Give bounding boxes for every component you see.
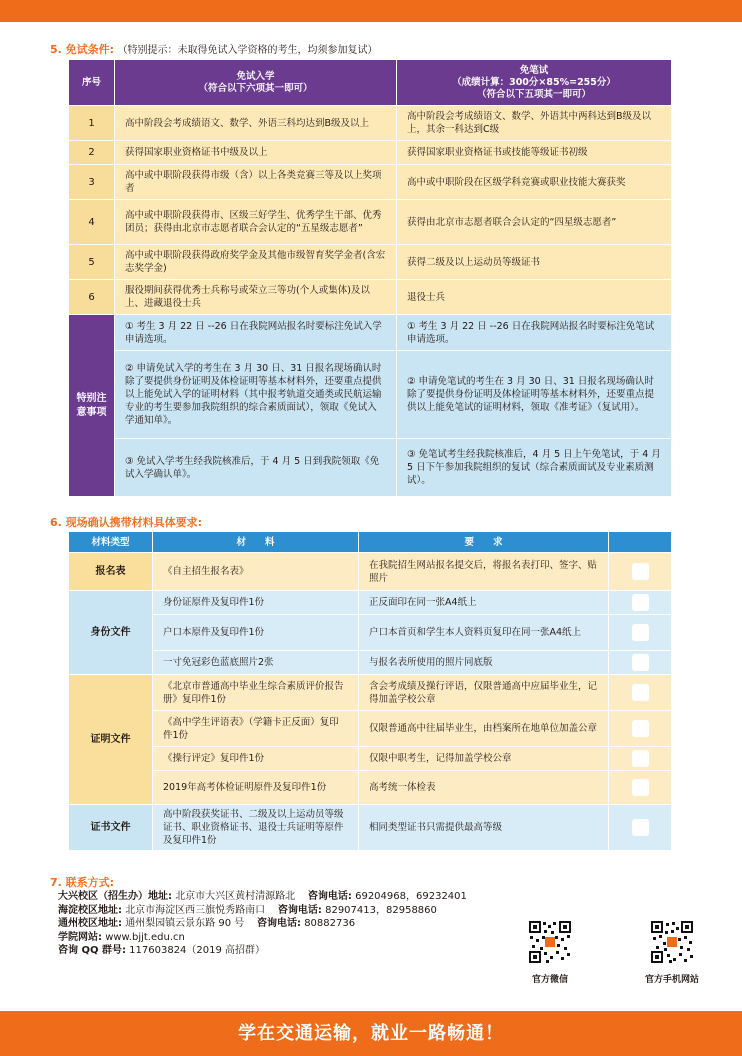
special-entry-note: ② 申请免试入学的考生在 3 月 30 日、31 日报名现场确认时除了要提供身份证明及体检证明等基本材料外，还要重点提供以上能免试入学的证明材料（其中报考轨道交通类或民航运输专业的考生要参加我院组织的综合素质面试），领取《免试入学通知单》。 xyxy=(115,351,397,439)
contact-line xyxy=(58,904,528,918)
check-cell xyxy=(609,675,672,711)
header-exempt-written xyxy=(397,60,672,106)
requirement-cell: 含会考成绩及操行评语，仅限普通高中应届毕业生，记得加盖学校公章 xyxy=(359,675,609,711)
material-type-cell: 证明文件 xyxy=(69,675,153,805)
phone-value: 80882736 xyxy=(304,918,356,929)
footer-slogan: 学在交通运输，就业一路畅通！ xyxy=(0,1011,742,1056)
material-cell: 《高中学生评语表》（学籍卡正反面）复印件1份 xyxy=(153,711,359,747)
materials-table xyxy=(68,531,672,851)
requirement-cell: 在我院招生网站报名提交后，将报名表打印、签字、贴照片 xyxy=(359,553,609,591)
table-row xyxy=(69,245,672,280)
contact-value: 北京市大兴区黄村清源路北 xyxy=(175,891,296,902)
special-row xyxy=(69,315,672,351)
header-material-type: 材料类型 xyxy=(69,532,153,553)
row-exempt-entry: 高中或中职阶段获得政府奖学金及其他市级智育奖学金者(含宏志奖学金) xyxy=(115,245,397,280)
row-exempt-entry: 获得国家职业资格证书中级及以上 xyxy=(115,141,397,165)
contact-line xyxy=(58,917,528,931)
row-exempt-written: 获得二级及以上运动员等级证书 xyxy=(397,245,672,280)
row-seq: 1 xyxy=(69,106,115,141)
contact-label: 学院网站: xyxy=(58,931,102,943)
wechat-qr-code[interactable] xyxy=(528,920,572,964)
material-cell: 高中阶段获奖证书、二级及以上运动员等级证书、职业资格证书、退役士兵证明等原件及复印件1份 xyxy=(153,805,359,851)
check-cell xyxy=(609,805,672,851)
checkbox[interactable] xyxy=(632,779,649,796)
table-row xyxy=(69,711,672,747)
header-exempt-written-calc: （成绩计算：300分×85%=255分） xyxy=(452,76,616,88)
checkbox[interactable] xyxy=(632,684,649,701)
contact-value: 北京市海淀区西三旗悦秀路南口 xyxy=(125,904,266,916)
contact-label: 咨询 QQ 群号: xyxy=(58,945,126,956)
row-exempt-written: 获得国家职业资格证书或技能等级证书初级 xyxy=(397,141,672,165)
checkbox[interactable] xyxy=(632,594,649,611)
header-exempt-written-title: 免笔试 xyxy=(519,64,549,76)
special-entry-note: ③ 免试入学考生经我院核准后，于 4 月 5 日到我院领取《免试入学确认单》。 xyxy=(115,439,397,497)
checkbox[interactable] xyxy=(632,720,649,737)
section6-heading: 6. 现场确认携带材料具体要求: xyxy=(50,516,203,529)
check-cell xyxy=(609,771,672,805)
table-row xyxy=(69,165,672,200)
material-cell: 《自主招生报名表》 xyxy=(153,553,359,591)
requirement-cell: 仅限中职考生，记得加盖学校公章 xyxy=(359,747,609,771)
row-exempt-written: 获得由北京市志愿者联合会认定的“四星级志愿者” xyxy=(397,200,672,245)
top-banner xyxy=(0,0,742,22)
table-row xyxy=(69,106,672,141)
exemption-table xyxy=(68,59,672,497)
material-type-cell: 证书文件 xyxy=(69,805,153,851)
material-cell: 一寸免冠彩色蓝底照片2张 xyxy=(153,651,359,675)
phone-label: 咨询电话: xyxy=(307,891,352,902)
row-seq: 4 xyxy=(69,200,115,245)
special-row xyxy=(69,351,672,439)
table-row xyxy=(69,805,672,851)
table-row xyxy=(69,553,672,591)
special-written-note: ③ 免笔试考生经我院核准后，4 月 5 日上午免笔试，于 4 月 5 日下午参加我院组织的复试（综合素质面试及专业素质测试）。 xyxy=(397,439,672,497)
header-exempt-entry-sub: （符合以下六项其一即可） xyxy=(198,82,313,94)
requirement-cell: 高考统一体检表 xyxy=(359,771,609,805)
requirement-cell: 户口本首页和学生本人资料页复印在同一张A4纸上 xyxy=(359,615,609,651)
checkbox[interactable] xyxy=(632,819,649,836)
header-seq: 序号 xyxy=(69,60,115,106)
section7-heading: 7. 联系方式: xyxy=(50,876,115,889)
special-entry-note: ① 考生 3 月 22 日 --26 日在我院网站报名时要标注免试入学申请选项。 xyxy=(115,315,397,351)
requirement-cell: 与报名表所使用的照片同底版 xyxy=(359,651,609,675)
section6-title xyxy=(50,514,202,530)
wechat-qr-label: 官方微信 xyxy=(531,975,568,985)
contact-line xyxy=(58,890,528,904)
header-exempt-entry xyxy=(115,60,397,106)
material-cell: 身份证原件及复印件1份 xyxy=(153,591,359,615)
row-exempt-entry: 高中或中职阶段获得市、区级三好学生、优秀学生干部、优秀团员；获得由北京市志愿者联合会认定的“五星级志愿者” xyxy=(115,200,397,245)
check-cell xyxy=(609,591,672,615)
table-row xyxy=(69,591,672,615)
table-row xyxy=(69,675,672,711)
row-exempt-written: 高中或中职阶段在区级学科竞赛或职业技能大赛获奖 xyxy=(397,165,672,200)
section5-title xyxy=(50,41,378,57)
section5-note: （特别提示：未取得免试入学资格的考生，均须参加复试） xyxy=(117,45,378,56)
phone-value: 82907413，82958860 xyxy=(325,904,437,916)
check-cell xyxy=(609,747,672,771)
phone-label: 咨询电话: xyxy=(257,918,301,929)
contact-value: 通州梨园镇云景东路 90 号 xyxy=(125,918,245,929)
table-row xyxy=(69,280,672,315)
contact-label: 通州校区地址: xyxy=(58,918,122,929)
material-cell: 2019年高考体检证明原件及复印件1份 xyxy=(153,771,359,805)
requirement-cell: 正反面印在同一张A4纸上 xyxy=(359,591,609,615)
special-written-note: ① 考生 3 月 22 日 --26 日在我院网站报名时要标注免笔试申请选项。 xyxy=(397,315,672,351)
material-cell: 户口本原件及复印件1份 xyxy=(153,615,359,651)
row-exempt-entry: 高中或中职阶段获得市级（含）以上各类竞赛三等及以上奖项者 xyxy=(115,165,397,200)
check-cell xyxy=(609,711,672,747)
special-row xyxy=(69,439,672,497)
mobile-site-qr-code[interactable] xyxy=(650,920,694,964)
contact-line xyxy=(58,931,528,945)
contact-info xyxy=(58,890,528,958)
row-exempt-written: 退役士兵 xyxy=(397,280,672,315)
header-requirement: 要 求 xyxy=(359,532,609,553)
contact-value: 117603824（2019 高招群） xyxy=(129,945,266,956)
row-exempt-written: 高中阶段会考成绩语文、数学、外语其中两科达到B级及以上，其余一科达到C级 xyxy=(397,106,672,141)
requirement-cell: 仅限普通高中往届毕业生，由档案所在地单位加盖公章 xyxy=(359,711,609,747)
phone-value: 69204968，69232401 xyxy=(355,891,467,902)
header-exempt-written-sub: （符合以下五项其一即可） xyxy=(476,88,591,100)
section5-heading: 5. 免试条件: xyxy=(50,43,115,56)
table-row xyxy=(69,771,672,805)
contact-label: 海淀校区地址: xyxy=(58,904,122,916)
contact-line xyxy=(58,944,528,958)
material-type-cell: 报名表 xyxy=(69,553,153,591)
row-seq: 2 xyxy=(69,141,115,165)
check-cell xyxy=(609,651,672,675)
header-exempt-entry-title: 免试入学 xyxy=(236,70,275,82)
table-row xyxy=(69,141,672,165)
special-notes-label: 特别注意事项 xyxy=(69,315,115,497)
requirement-cell: 相同类型证书只需提供最高等级 xyxy=(359,805,609,851)
row-seq: 5 xyxy=(69,245,115,280)
table-row xyxy=(69,615,672,651)
row-exempt-entry: 高中阶段会考成绩语文、数学、外语三科均达到B级及以上 xyxy=(115,106,397,141)
special-written-note: ② 申请免笔试的考生在 3 月 30 日、31 日报名现场确认时除了要提供身份证明及体检证明等基本材料外，还要重点提供以上能免笔试的证明材料，领取《准考证》（复试用）。 xyxy=(397,351,672,439)
table-row xyxy=(69,200,672,245)
check-cell xyxy=(609,553,672,591)
section7-title xyxy=(50,874,114,890)
contact-label: 大兴校区（招生办）地址: xyxy=(58,891,172,902)
checkbox[interactable] xyxy=(632,654,649,671)
table-row xyxy=(69,651,672,675)
website-link[interactable]: www.bjjt.edu.cn xyxy=(105,931,185,943)
table-row xyxy=(69,747,672,771)
checkbox[interactable] xyxy=(632,750,649,767)
checkbox[interactable] xyxy=(632,563,649,580)
material-cell: 《操行评定》复印件1份 xyxy=(153,747,359,771)
header-check xyxy=(609,532,672,553)
mobile-site-qr-label: 官方手机网站 xyxy=(644,975,699,985)
phone-label: 咨询电话: xyxy=(277,904,322,916)
material-cell: 《北京市普通高中毕业生综合素质评价报告册》复印件1份 xyxy=(153,675,359,711)
row-seq: 6 xyxy=(69,280,115,315)
header-material: 材 料 xyxy=(153,532,359,553)
check-cell xyxy=(609,615,672,651)
row-exempt-entry: 服役期间获得优秀士兵称号或荣立三等功(个人或集体)及以上、进藏退役士兵 xyxy=(115,280,397,315)
checkbox[interactable] xyxy=(632,624,649,641)
material-type-cell: 身份文件 xyxy=(69,591,153,675)
row-seq: 3 xyxy=(69,165,115,200)
